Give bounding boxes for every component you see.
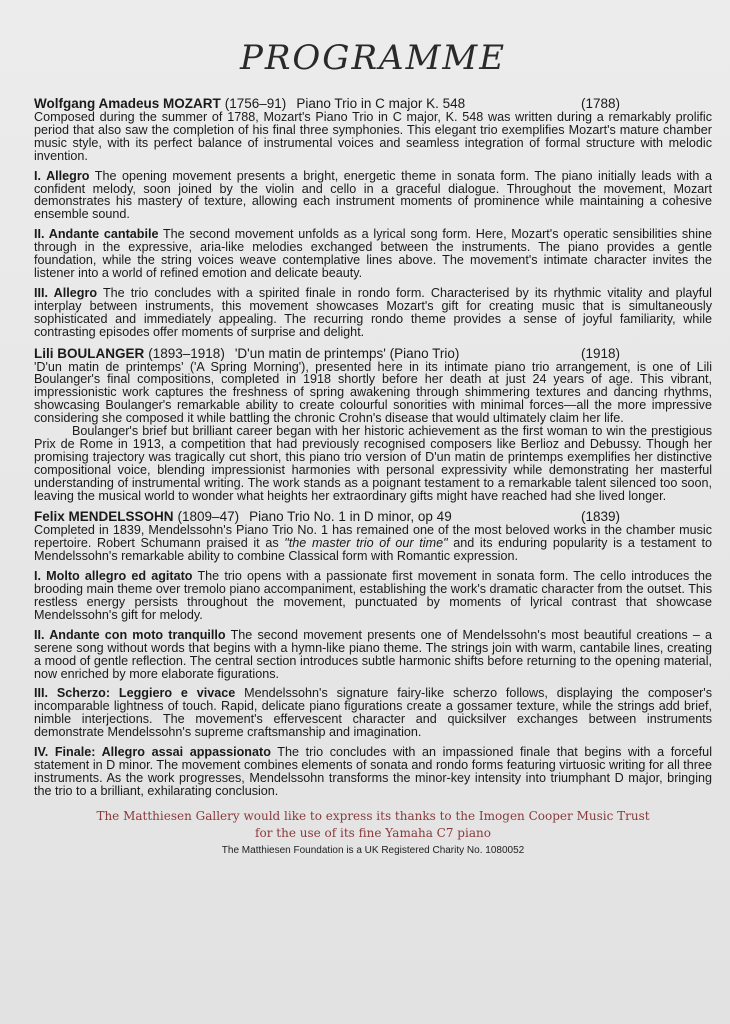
mozart-movement-2	[34, 228, 712, 280]
movement-title: II. Andante con moto tranquillo	[34, 627, 226, 642]
movement-text: The second movement presents one of Mendelssohn's most beautiful creations – a serene song without words that begins with a hymn-like piano theme. The strings join with warm, cantabile lines, creating a mood of gentle reflection. The central section introduces subtle harmonic shifts before returning to the opening material, now enriched by more elaborate figurations.	[34, 627, 712, 681]
work-title: Piano Trio No. 1 in D minor, op 49	[249, 509, 452, 525]
movement-title: III. Scherzo: Leggiero e vivace	[34, 686, 236, 701]
movement-title: II. Andante cantabile	[34, 227, 159, 242]
work-year: (1839)	[580, 509, 620, 525]
charity-notice: The Matthiesen Foundation is a UK Registered Charity No. 1080052	[221, 844, 525, 856]
schumann-quote: "the master trio of our time"	[284, 536, 448, 551]
movement-title: I. Allegro	[34, 168, 90, 183]
page-title: PROGRAMME	[239, 38, 507, 78]
composer-name: Felix MENDELSSOHN	[34, 509, 174, 525]
mendelssohn-movement-2	[34, 629, 712, 681]
movement-text: The trio concludes with a spirited finale in rondo form. Characterised by its rhythmic vitality and playful interplay between instruments, this movement showcases Mozart's gift for creating music that is simultaneously sophisticated and immediately appealing. The recurring rondo theme provides a sense of joyful familiarity, while contrasting episodes offer moments of surprise and delight.	[34, 285, 712, 339]
mozart-movement-3	[34, 287, 712, 339]
mozart-intro: Composed during the summer of 1788, Mozart's Piano Trio in C major, K. 548 was written during a remarkably prolific period that also saw the completion of his final three symphonies. This elegant trio exemplifies Mozart's mature chamber music style, with its perfect balance of instrumental voices and seamless integration of formal structure with melodic invention.	[34, 110, 712, 163]
composer-dates: (1893–1918)	[148, 345, 225, 361]
movement-text: Mendelssohn's signature fairy-like scherzo follows, displaying the composer's incomparable lightness of touch. Rapid, delicate piano figurations create a gossamer texture, while the strings add brief, nimble interjections. The movement's effervescent character and quicksilver exchanges between instruments demonstrate Mendelssohn's supreme craftsmanship and imagination.	[34, 686, 712, 740]
movement-title: I. Molto allegro ed agitato	[34, 569, 193, 584]
mendelssohn-intro	[34, 524, 712, 563]
work-title: Piano Trio in C major K. 548	[296, 96, 466, 111]
boulanger-paragraph-2: Boulanger's brief but brilliant career began with her historic achievement as the first woman to win the prestigious Prix de Rome in 1913, a competition that had previously recognised composers like Berlioz and Debussy. Though her promising trajectory was tragically cut short, this piano trio version of D'un matin de printemps exemplifies her distinctive compositional voice, blending impressionist harmonies with personal expressivity while demonstrating her masterful understanding of instrumental writing. The work stands as a poignant testament to a remarkable talent silenced too soon, leaving the musical world to wonder what heights her extraordinary gifts might have reached had she lived longer.	[34, 424, 712, 503]
boulanger-paragraph-1: 'D'un matin de printemps' ('A Spring Morning'), presented here in its intimate piano trio arrangement, is one of Lili Boulanger's final compositions, completed in 1918 shortly before her death at just 24 years of age. This vibrant, impressionistic work captures the freshness of spring awakening through shimmering textures and dancing rhythms, showcasing Boulanger's remarkable ability to create colourful sonorities with minimal forces—all the more impressive considering she composed it while battling the chronic Crohn's disease that would ultimately claim her life.	[34, 359, 712, 426]
intro-text: Completed in 1839, Mendelssohn's Piano Trio No. 1 has remained one of the most beloved works in the chamber music repertoire. Robert Schumann praised it as	[34, 523, 712, 551]
work-title: 'D'un matin de printemps' (Piano Trio)	[234, 345, 460, 361]
movement-text: The trio opens with a passionate first movement in sonata form. The cello introduces the brooding main theme over tremolo piano accompaniment, establishing the work's dramatic character from the outset. This restless energy persists throughout the movement, punctuated by moments of lyrical contrast that showcase Mendelssohn's gift for melody.	[34, 569, 712, 622]
acknowledgement-line-2: for the use of its fine Yamaha C7 piano	[255, 825, 491, 840]
work-year: (1918)	[580, 345, 620, 361]
work-heading-mozart	[34, 96, 712, 111]
acknowledgement-line-1: The Matthiesen Gallery would like to express its thanks to the Imogen Cooper Music Trust	[96, 808, 650, 823]
movement-title: IV. Finale: Allegro assai appassionato	[34, 745, 271, 760]
mendelssohn-movement-4	[34, 746, 712, 798]
composer-name: Lili BOULANGER	[34, 345, 145, 361]
composer-dates: (1756–91)	[224, 96, 287, 111]
movement-text: The opening movement presents a bright, energetic theme in sonata form. The piano initially leads with a confident melody, soon joined by the violin and cello in a graceful dialogue. Throughout the movement, Mozart demonstrates his mastery of texture, allowing each instrument moments of prominence while maintaining a cohesive ensemble sound.	[34, 168, 712, 222]
mozart-movement-1	[34, 170, 712, 222]
mendelssohn-movement-1	[34, 570, 712, 622]
movement-text: The trio concludes with an impassioned finale that begins with a forceful statement in D minor. The movement combines elements of sonata and rondo forms featuring virtuosic writing for all three instruments. As the work progresses, Mendelssohn transforms the minor-key intensity into triumphant D major, bringing the trio to a brilliant, exhilarating conclusion.	[34, 745, 712, 798]
work-year: (1788)	[580, 96, 620, 111]
movement-text: The second movement unfolds as a lyrical song form. Here, Mozart's operatic sensibilities shine through in the expressive, aria-like melodies exchanged between the instruments. The piano provides a gentle foundation, while the string voices weave contemplative lines above. The movement's intimate character invites the listener into a world of refined emotion and delicate beauty.	[34, 227, 712, 280]
acknowledgement	[34, 808, 712, 842]
composer-name: Wolfgang Amadeus MOZART	[34, 96, 221, 111]
intro-text: and its enduring popularity is a testament to Mendelssohn's remarkable ability to combine Classical form with Romantic expression.	[34, 536, 712, 564]
mendelssohn-movement-3	[34, 687, 712, 739]
composer-dates: (1809–47)	[177, 509, 240, 525]
movement-title: III. Allegro	[34, 285, 98, 300]
work-heading-mendelssohn	[34, 509, 712, 524]
work-heading-boulanger	[34, 346, 712, 361]
